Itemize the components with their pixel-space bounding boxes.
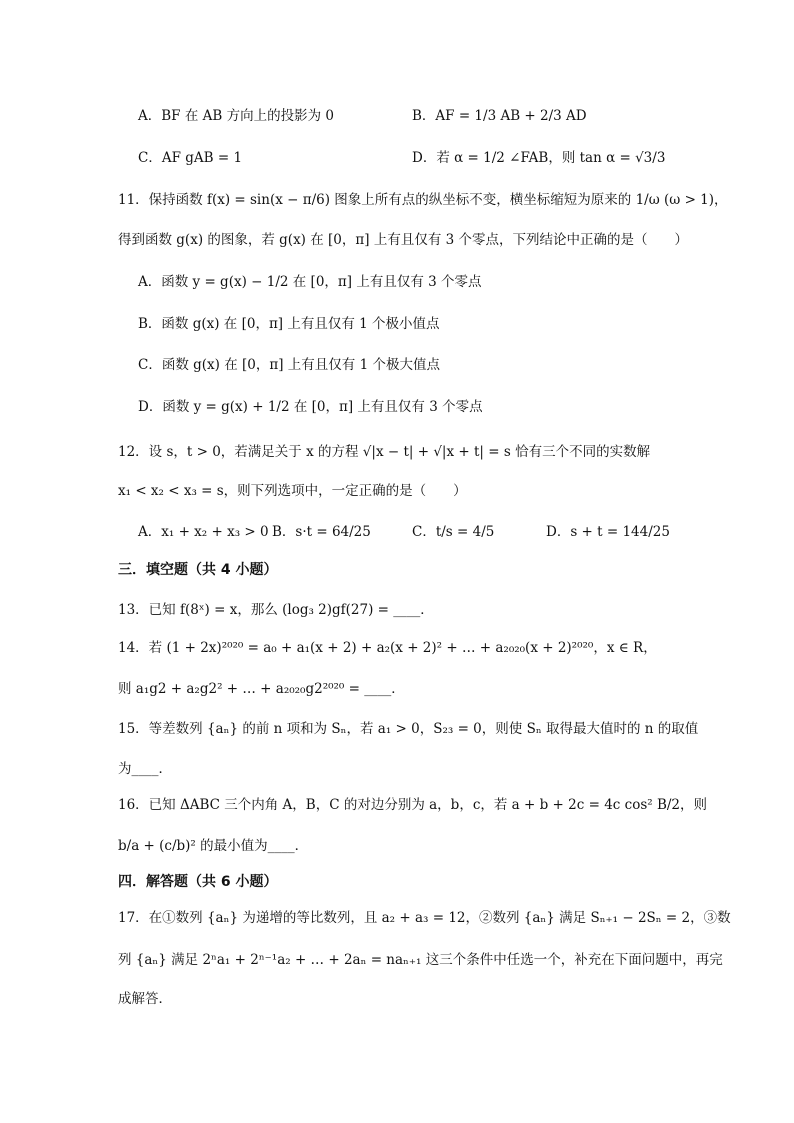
q15-line1: 15．等差数列 {aₙ} 的前 n 项和为 Sₙ，若 a₁ > 0，S₂₃ = 0，则使 Sₙ 取得最大值时的 n 的取值 xyxy=(118,721,699,737)
q11-option-c: C．函数 g(x) 在 [0，π] 上有且仅有 1 个极大值点 xyxy=(138,357,440,373)
q14-line1: 14．若 (1 + 2x)²⁰²⁰ = a₀ + a₁(x + 2) + a₂(x + 2)² + … + a₂₀₂₀(x + 2)²⁰²⁰，x ∈ R， xyxy=(118,640,657,656)
q17-line2: 列 {aₙ} 满足 2ⁿa₁ + 2ⁿ⁻¹a₂ + … + 2aₙ = naₙ₊₁ 这三个条件中任选一个，补充在下面问题中，再完 xyxy=(118,952,723,968)
section-title-fill-in: 三．填空题（共 4 小题） xyxy=(118,562,278,578)
q14-line2: 则 a₁g2 + a₂g2² + … + a₂₀₂₀g2²⁰²⁰ = ____． xyxy=(118,681,405,697)
q13-text: 13．已知 f(8ˣ) = x，那么 (log₃ 2)gf(27) = ____． xyxy=(118,602,434,618)
q11-stem-line1: 11．保持函数 f(x) = sin(x − π/6) 图象上所有点的纵坐标不变，横坐标缩短为原来的 1/ω (ω > 1)， xyxy=(118,192,728,208)
q12-stem-line1: 12．设 s，t > 0，若满足关于 x 的方程 √|x − t| + √|x + t| = s 恰有三个不同的实数解 xyxy=(118,444,651,460)
q12-option-a: A．x₁ + x₂ + x₃ > 0 xyxy=(138,524,269,540)
q11-option-a: A．函数 y = g(x) − 1/2 在 [0，π] 上有且仅有 3 个零点 xyxy=(138,274,482,290)
q12-option-c: C．t/s = 4/5 xyxy=(412,524,495,540)
q11-option-b: B．函数 g(x) 在 [0，π] 上有且仅有 1 个极小值点 xyxy=(138,316,440,332)
section-title-answer: 四．解答题（共 6 小题） xyxy=(118,874,278,890)
q16-line2: b/a + (c/b)² 的最小值为____． xyxy=(118,838,309,854)
q10-option-a: A．BF 在 AB 方向上的投影为 0 xyxy=(138,108,334,124)
q12-stem-line2: x₁ < x₂ < x₃ = s，则下列选项中，一定正确的是（ ） xyxy=(118,483,467,499)
q11-option-d: D．函数 y = g(x) + 1/2 在 [0，π] 上有且仅有 3 个零点 xyxy=(138,399,483,415)
q12-option-b: B．s·t = 64/25 xyxy=(272,524,371,540)
q10-option-b: B．AF = 1/3 AB + 2/3 AD xyxy=(412,108,587,124)
q10-option-d: D．若 α = 1/2 ∠FAB，则 tan α = √3/3 xyxy=(412,150,666,166)
q17-line1: 17．在①数列 {aₙ} 为递增的等比数列，且 a₂ + a₃ = 12，②数列 {aₙ} 满足 Sₙ₊₁ − 2Sₙ = 2，③数 xyxy=(118,910,731,926)
q12-option-d: D．s + t = 144/25 xyxy=(546,524,670,540)
q11-stem-line2: 得到函数 g(x) 的图象，若 g(x) 在 [0，π] 上有且仅有 3 个零点，下列结论中正确的是（ ） xyxy=(118,232,688,248)
q15-line2: 为____． xyxy=(118,761,172,777)
q16-line1: 16．已知 ΔABC 三个内角 A，B，C 的对边分别为 a，b，c，若 a + b + 2c = 4c cos² B/2，则 xyxy=(118,797,708,813)
q10-option-c: C．AF gAB = 1 xyxy=(138,150,243,166)
q17-line3: 成解答． xyxy=(118,991,172,1007)
